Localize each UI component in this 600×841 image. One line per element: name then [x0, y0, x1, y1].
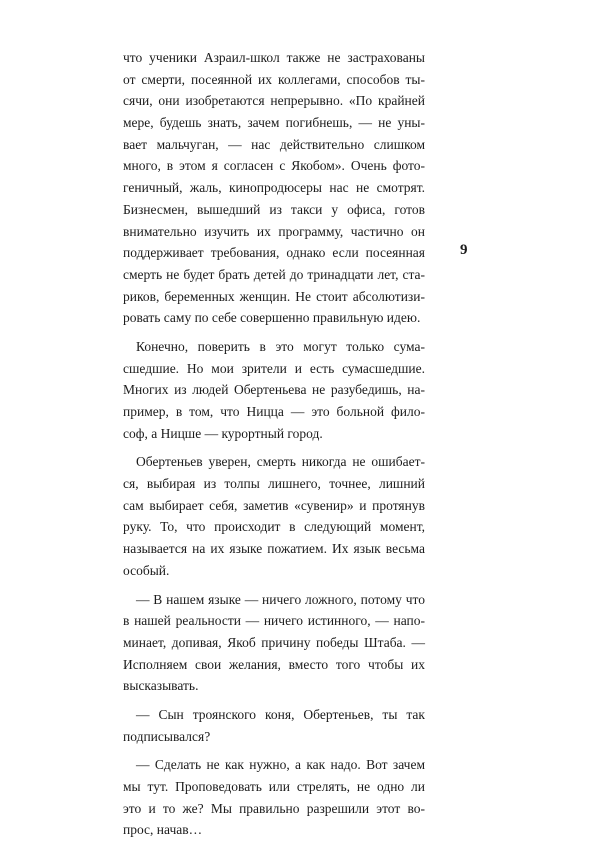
text-line: руку. То, что происходит в следующий момент, — [123, 519, 425, 535]
text-line: Бизнесмен, вышедший из такси у офиса, готов — [123, 201, 425, 217]
text-line: пример, в том, что Ницца — это больной фило- — [123, 404, 425, 419]
text-line: риков, беременных женщин. Не стоит абсолютизи- — [123, 288, 425, 304]
text-line: много, в этом я согласен с Якобом». Очень фото- — [123, 158, 425, 174]
text-line: мере, будешь знать, зачем погибнешь, — не уны- — [123, 115, 425, 131]
text-line: сшедшие. Но мои зрители и есть сумасшедшие. — [123, 360, 425, 376]
text-line: ся, выбирая из толпы лишнего, точнее, лишний — [123, 476, 425, 492]
text-line: это и то же? Мы правильно разрешили этот во- — [123, 800, 425, 816]
text-line: подписывался? — [123, 728, 211, 744]
paragraph-2 — [123, 336, 425, 444]
paragraph-6 — [123, 754, 425, 841]
text-line: что ученики Азраил-школ также не застрахованы — [123, 50, 425, 65]
text-line: поддерживает требования, однако если посеянная — [123, 245, 425, 261]
paragraph-4 — [123, 589, 425, 697]
text-line: смерть не будет брать детей до тринадцати лет, ста- — [123, 266, 425, 282]
body-text — [123, 47, 425, 841]
text-line: высказывать. — [123, 678, 199, 694]
text-line: Обертеньев уверен, смерть никогда не ошибает- — [136, 454, 425, 470]
paragraph-5 — [123, 704, 425, 747]
text-line: ровать саму по себе совершенно правильную идею. — [123, 310, 421, 326]
text-line: — Сын троянского коня, Обертеньев, ты так — [136, 706, 425, 722]
text-line: сячи, они изобретаются непрерывно. «По крайней — [123, 93, 425, 109]
text-line: минает, допивая, Якоб причину победы Штаба. — — [123, 634, 425, 650]
text-line: Исполняем свои желания, вместо того чтобы их — [123, 656, 425, 672]
text-line: Конечно, поверить в это могут только сума- — [136, 338, 425, 354]
text-line: — Сделать не как нужно, а как надо. Вот зачем — [136, 757, 425, 773]
text-line: прос, начав… — [123, 822, 203, 838]
text-line: вает мальчуган, — нас действительно слишком — [123, 136, 425, 152]
paragraph-1 — [123, 47, 425, 329]
text-line: Многих из людей Обертеньева не разубедишь, на- — [123, 382, 425, 398]
text-line: особый. — [123, 562, 170, 578]
text-line: сам выбирает себя, заметив «сувенир» и протянув — [123, 497, 425, 513]
text-line: соф, а Ницше — курортный город. — [123, 425, 323, 441]
text-line: в нашей реальности — ничего истинного, — напо- — [123, 613, 425, 629]
page-number: 9 — [460, 242, 468, 258]
text-line: — В нашем языке — ничего ложного, потому что — [136, 591, 425, 607]
text-line: от смерти, посеянной их коллегами, способов ты- — [123, 71, 425, 87]
text-line: внимательно изучить их программу, частично он — [123, 223, 425, 239]
text-line: мы тут. Проповедовать или стрелять, не одно ли — [123, 779, 425, 794]
text-line: геничный, жаль, кинопродюсеры нас не смотрят. — [123, 180, 425, 196]
text-line: называется на их языке пожатием. Их язык весьма — [123, 541, 425, 557]
paragraph-3 — [123, 451, 425, 581]
